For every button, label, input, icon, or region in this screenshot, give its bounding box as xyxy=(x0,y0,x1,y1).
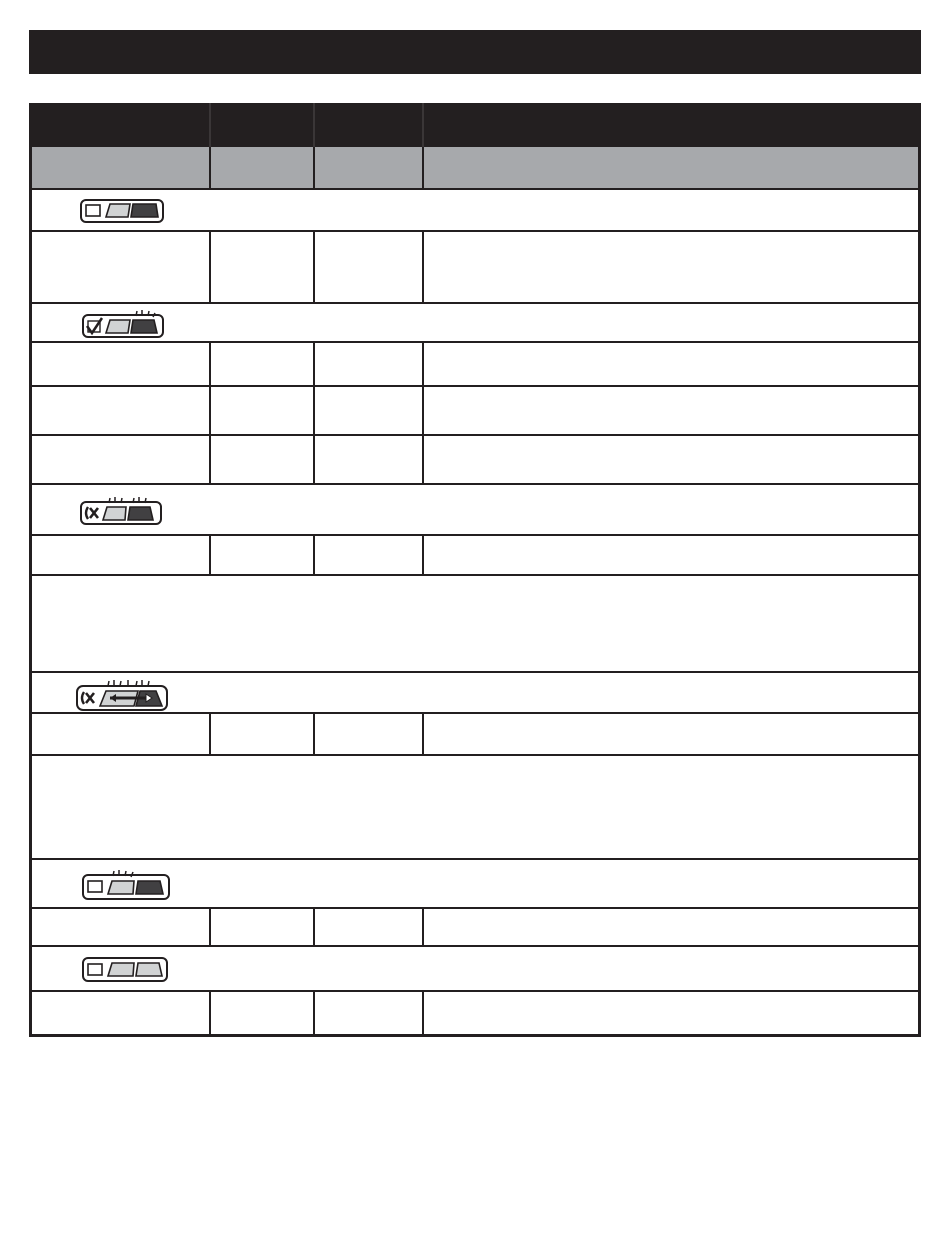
section-row-error xyxy=(29,485,921,536)
table-row xyxy=(29,387,921,436)
section-row-low xyxy=(29,860,921,909)
table-row xyxy=(29,714,921,756)
note-row xyxy=(29,756,921,860)
table-subheader-row xyxy=(29,147,921,190)
page-title-bar xyxy=(29,30,921,74)
table-row xyxy=(29,343,921,387)
section-row-temperature xyxy=(29,673,921,714)
battery-empty-icon xyxy=(82,957,168,983)
battery-charging-icon xyxy=(80,199,164,223)
table-row xyxy=(29,909,921,947)
table-row xyxy=(29,232,921,304)
battery-temperature-icon xyxy=(76,677,168,711)
note-row xyxy=(29,576,921,673)
battery-low-icon xyxy=(82,866,170,900)
section-row-empty xyxy=(29,947,921,992)
table-row xyxy=(29,536,921,576)
battery-charged-icon xyxy=(82,308,164,338)
section-row-charged xyxy=(29,304,921,343)
table-row xyxy=(29,992,921,1037)
table-header-row xyxy=(29,103,921,147)
section-row-charging xyxy=(29,190,921,232)
battery-error-icon xyxy=(80,493,162,525)
table-row xyxy=(29,436,921,485)
